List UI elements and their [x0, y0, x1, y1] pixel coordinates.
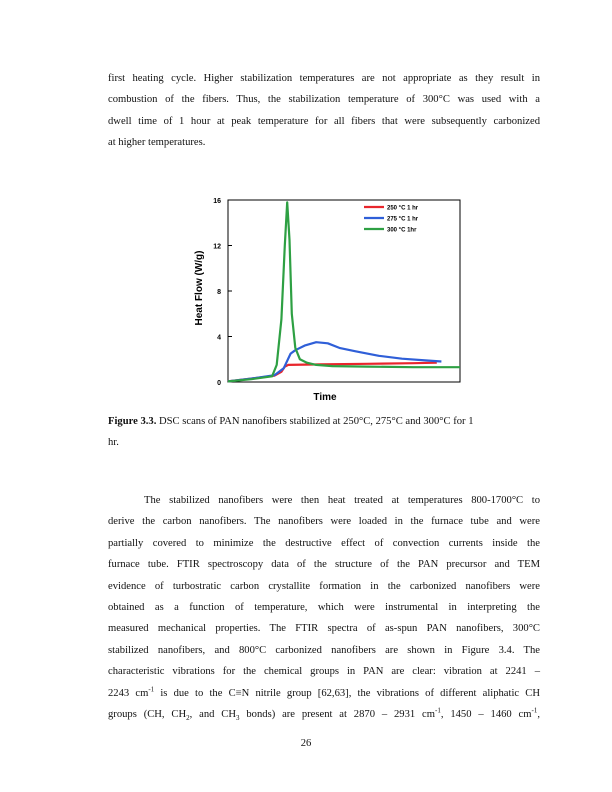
legend-label: 300 °C 1hr [387, 227, 417, 234]
text-run: bonds) are present at 2870 – 2931 cm [239, 709, 435, 721]
text-line: obtained as a function of temperature, which were instrumental in interpreting the [108, 602, 540, 614]
y-tick-labels [213, 198, 221, 387]
text-line: combustion of the fibers. Thus, the stabilization temperature of 300°C was used with a [108, 94, 540, 106]
series-line [228, 202, 460, 381]
text-line: furnace tube. FTIR spectroscopy data of the structure of the PAN precursor and TEM [108, 559, 540, 571]
y-tick-label: 0 [217, 380, 221, 387]
caption-label: Figure 3.3. [108, 416, 157, 427]
text-line: at higher temperatures. [108, 137, 206, 149]
text-line: evidence of turbostratic carbon crystallite formation in the carbonized nanofibers were [108, 580, 540, 592]
chart-legend [364, 206, 419, 234]
text-line: first heating cycle. Higher stabilization temperatures are not appropriate as they result in [108, 73, 540, 84]
paragraph-carbonization [108, 490, 540, 725]
y-tick-label: 4 [217, 334, 221, 342]
text-run: 2243 cm [108, 687, 149, 699]
superscript: -1 [531, 706, 538, 715]
text-line [108, 683, 540, 704]
legend-label: 250 °C 1 hr [387, 205, 419, 212]
dsc-chart [180, 188, 470, 403]
caption-line: hr. [108, 437, 119, 449]
text-run: is due to the C≡N nitrile group [62,63], the vibrations of different aliphatic CH [154, 687, 540, 699]
x-axis-label: Time [313, 392, 337, 403]
text-line [108, 704, 540, 725]
y-tick-label: 12 [213, 243, 221, 251]
page-number: 26 [300, 738, 312, 749]
chart-axes [228, 200, 460, 382]
text-line: dwell time of 1 hour at peak temperature for all fibers that were subsequently carbonized [108, 115, 540, 127]
text-run: , 1450 – 1460 cm [440, 709, 532, 721]
text-run: , and CH [189, 709, 237, 721]
text-line: stabilized nanofibers, and 800°C carbonized nanofibers are shown in Figure 3.4. The [108, 644, 540, 656]
text-run: , [537, 709, 541, 721]
paragraph-stabilization-conclusion [108, 68, 540, 154]
series-lines [228, 202, 460, 381]
text-run: groups (CH, CH [108, 709, 187, 721]
superscript: -1 [434, 706, 441, 715]
subscript: 3 [236, 714, 240, 723]
superscript: -1 [148, 685, 155, 694]
legend-label: 275 °C 1 hr [387, 216, 419, 223]
y-axis-label: Heat Flow (W/g) [194, 250, 205, 326]
subscript: 2 [186, 714, 190, 723]
caption-line [108, 411, 540, 432]
y-tick-label: 8 [217, 289, 221, 296]
plot-frame [228, 200, 460, 382]
figure-caption [108, 411, 540, 454]
text-line: characteristic vibrations for the chemical groups in PAN are clear: vibration at 2241 – [108, 666, 540, 678]
text-line: measured mechanical properties. The FTIR spectra of as-spun PAN nanofibers, 300°C [108, 623, 540, 635]
text-line: derive the carbon nanofibers. The nanofibers were loaded in the furnace tube and were [108, 516, 540, 528]
series-line [228, 342, 441, 381]
text-line: partially covered to minimize the destructive effect of convection currents inside the [108, 537, 540, 549]
text-line: The stabilized nanofibers were then heat treated at temperatures 800-1700°C to [144, 495, 540, 506]
y-tick-label: 16 [213, 198, 221, 205]
caption-text: DSC scans of PAN nanofibers stabilized at 250°C, 275°C and 300°C for 1 [156, 416, 474, 427]
